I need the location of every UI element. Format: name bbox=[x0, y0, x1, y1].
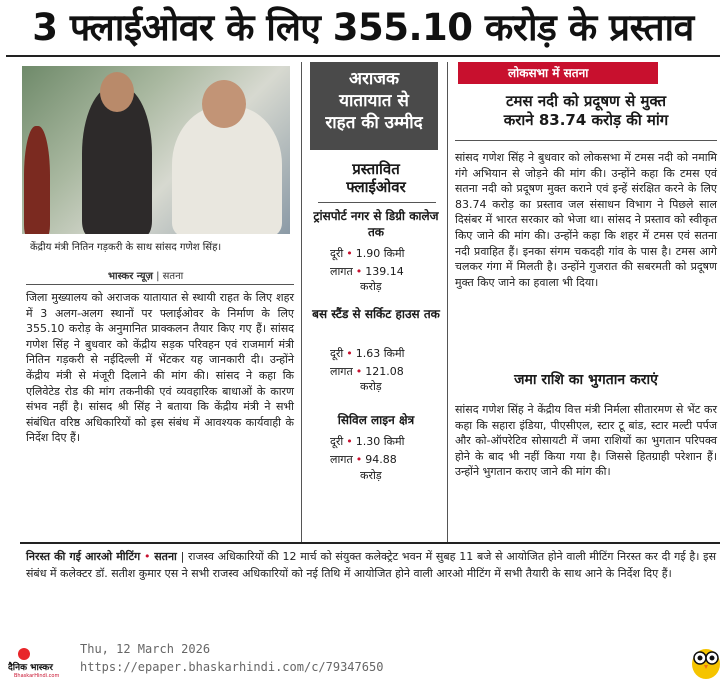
dainik-bhaskar-logo bbox=[8, 646, 70, 678]
right-headline-line: टमस नदी को प्रदूषण से मुक्त bbox=[505, 92, 667, 110]
bottom-brief-text: राजस्व अधिकारियों की 12 मार्च को संयुक्त कलेक्ट्रेट भवन में सुबह 11 बजे से आयोजित होने वाली मीटिंग निरस्त कर दी गई है। इस संबंध में कलेक्टर डॉ. सतीश कुमार एस ने सभी राजस्व अधिकारियों को नई तिथि में आयोजित होने वाली आरओ मीटिंग में सभी तैयारी के साथ आने के निर्देश दिए हैं। bbox=[26, 550, 717, 580]
badge-line: अराजक bbox=[348, 69, 399, 89]
route-name: बस स्टैंड से सर्किट हाउस तक bbox=[312, 307, 440, 321]
sidebar-divider bbox=[318, 202, 436, 203]
owl-mascot-icon bbox=[690, 640, 722, 680]
badge-line: राहत की उम्मीद bbox=[325, 113, 423, 133]
route-cost: लागत • 121.08 bbox=[330, 365, 404, 378]
route-cost: लागत • 94.88 bbox=[330, 453, 397, 466]
bottom-brief-label: निरस्त की गई आरओ मीटिंग bbox=[26, 550, 141, 563]
footer-info bbox=[80, 640, 383, 676]
headline-rule bbox=[6, 55, 720, 57]
route-name: सिविल लाइन क्षेत्र bbox=[337, 413, 415, 427]
route-distance: दूरी • 1.30 किमी bbox=[330, 435, 405, 448]
photo-caption: केंद्रीय मंत्री नितिन गड़करी के साथ सांसद गणेश सिंह। bbox=[30, 242, 222, 253]
sidebar-title bbox=[310, 160, 442, 196]
sidebar-title-line: फ्लाईओवर bbox=[346, 178, 406, 196]
route-cost-unit: करोड़ bbox=[360, 469, 382, 482]
sidebar-title-line: प्रस्तावित bbox=[352, 160, 400, 178]
person-left-head bbox=[100, 72, 134, 112]
footer-url[interactable]: https://epaper.bhaskarhindi.com/c/79347650 bbox=[80, 660, 384, 674]
right-headline bbox=[455, 92, 717, 130]
right-article-body-1: सांसद गणेश सिंह ने बुधवार को लोकसभा में टमस नदी को नमामि गंगे अभियान से जोड़ने की मांग की। उन्होंने कहा कि टमस एवं सतना नदी को प्रदूषण मुक्त कराने एवं इन्हें संरक्षित करने के लिए 83.74 करोड़ का प्रस्ताव जल संसाधन विभाग ने पिछले साल दिसंबर में भारत सरकार को भेजा था। सांसद ने प्रस्ताव को स्वीकृत किए जाने की मांग की। उन्होंने कहा कि शहर में टमस एवं सतना नदी प्रवाहित हैं। इनका संगम चकदही गांव के पास है। टमस आगे चलकर गंगा में मिलती है। उन्होंने गुजरात की सबरमती को प्रदूषण मुक्त किए जाने का हवाला भी दिया। bbox=[455, 151, 717, 289]
left-divider bbox=[26, 284, 294, 285]
bullet: • bbox=[140, 550, 155, 563]
route-cost: लागत • 139.14 bbox=[330, 265, 404, 278]
route-cost-unit: करोड़ bbox=[360, 380, 382, 393]
right-article-body-2: सांसद गणेश सिंह ने केंद्रीय वित्त मंत्री निर्मला सीतारमण से भेंट कर कहा कि सहारा इंडिया, पीएसीएल, स्टार टू बांड, स्टार मल्टी पर्पज और को-ऑपरेटिव सोसायटी में जमा राशियों का भुगतान परिपक्व होने के बाद भी नहीं किया गया है। जिससे हितग्राही परेशान हैं। उन्होंने भुगतान कराए जाने की मांग की। bbox=[455, 403, 717, 479]
bottom-brief-place: सतना bbox=[154, 550, 177, 563]
byline-source: भास्कर न्यूज़ bbox=[108, 271, 153, 282]
route-cost-unit: करोड़ bbox=[360, 280, 382, 293]
right-subhead: जमा राशि का भुगतान कराएं bbox=[514, 372, 658, 388]
badge-line: यातायात से bbox=[339, 91, 409, 111]
left-article-body: जिला मुख्यालय को अराजक यातायात से स्थायी राहत के लिए शहर में 3 अलग-अलग स्थानों पर फ्लाईओवर के निर्माण के लिए 355.10 करोड़ के अनुमानित प्राक्कलन तैयार किए गए हैं। सांसद गणेश सिंह ने बुधवार को केंद्रीय सड़क परिवहन एवं राजमार्ग मंत्री नितिन गड़करी से नईदिल्ली में भेंटकर यह जानकारी दी। उन्होंने केंद्रीय मंत्री से मंजूरी दिलाने की मांग की। सांसद ने कहा कि एलिवेटेड रोड की मांग तकनीकी एवं व्यवहारिक बाधाओं के कारण संभव नहीं है। सांसद श्री सिंह ने बताया कि केंद्रीय मंत्री ने सभी संबंधित वरिष्ठ अधिकारियों को इस संबंध में आवश्यक कार्यवाही के निर्देश दिए हैं। bbox=[26, 291, 294, 445]
logo-text: दैनिक भास्कर bbox=[8, 663, 53, 673]
person-background-figure bbox=[24, 126, 50, 234]
person-right-head bbox=[202, 80, 246, 128]
byline-place: सतना bbox=[162, 271, 184, 282]
route-name: ट्रांसपोर्ट नगर से डिग्री कालेज तक bbox=[313, 209, 439, 239]
bottom-rule bbox=[20, 542, 720, 544]
column-divider-left bbox=[301, 62, 302, 542]
column-divider-right bbox=[447, 62, 448, 542]
logo-subtext: BhaskarHindi.com bbox=[14, 673, 60, 678]
route-distance: दूरी • 1.63 किमी bbox=[330, 347, 405, 360]
news-photo bbox=[22, 66, 290, 234]
right-headline-line: कराने 83.74 करोड़ की मांग bbox=[503, 111, 669, 129]
headline: 3 फ्लाईओवर के लिए 355.10 करोड़ के प्रस्ताव bbox=[32, 6, 694, 49]
section-tag: लोकसभा में सतना bbox=[458, 62, 658, 84]
right-divider bbox=[455, 140, 717, 141]
route-distance: दूरी • 1.90 किमी bbox=[330, 247, 405, 260]
byline: भास्कर न्यूज़ | सतना bbox=[108, 271, 184, 282]
footer-date: Thu, 12 March 2026 bbox=[80, 642, 211, 656]
sidebar-badge bbox=[310, 62, 438, 150]
bottom-brief: निरस्त की गई आरओ मीटिंग • सतना | राजस्व अधिकारियों की 12 मार्च को संयुक्त कलेक्ट्रेट भवन में सुबह 11 बजे से आयोजित होने वाली मीटिंग निरस्त कर दी गई है। इस संबंध में कलेक्टर डॉ. सतीश कुमार एस ने सभी राजस्व अधिकारियों को नई तिथि में आयोजित होने वाली आरओ मीटिंग में सभी तैयारी के साथ आने के निर्देश दिए हैं। bbox=[26, 550, 717, 580]
